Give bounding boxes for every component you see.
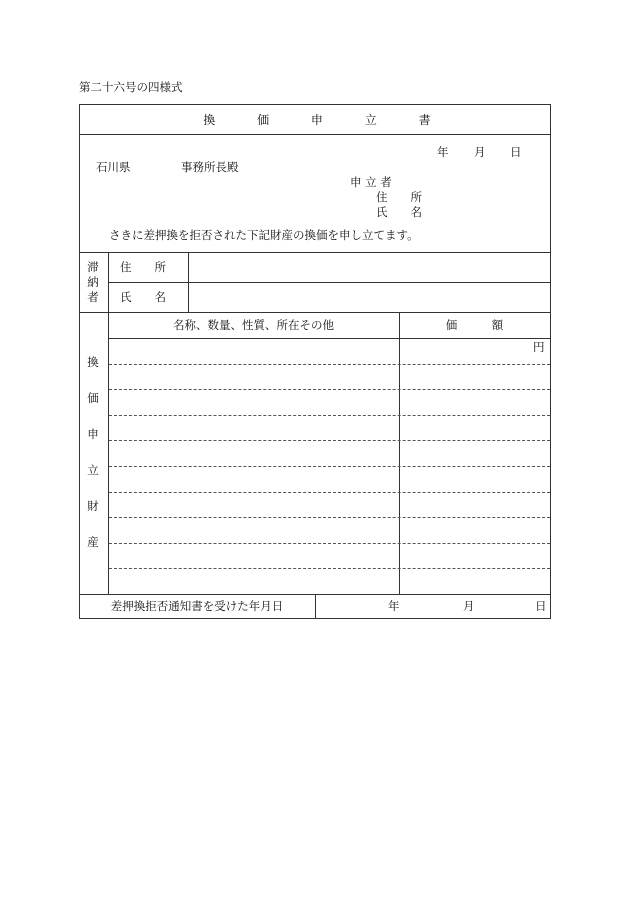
value-column-line: [399, 312, 400, 594]
delinquent-name-field[interactable]: [190, 284, 549, 311]
date-day-label: 日: [510, 145, 522, 159]
addressee-office: 事務所長殿: [181, 160, 239, 174]
property-value-cell[interactable]: [401, 339, 549, 363]
addressee-prefecture: 石川県: [96, 160, 131, 174]
form-title: [79, 114, 551, 126]
title-char: 価: [257, 113, 270, 127]
notice-month-label: 月: [463, 599, 475, 613]
notice-year-label: 年: [388, 599, 400, 613]
statement-text: さきに差押換を拒否された下記財産の換価を申し立てます。: [109, 228, 419, 242]
title-char: 立: [364, 113, 377, 127]
currency-unit: 円: [533, 340, 545, 354]
property-value-cell[interactable]: [401, 518, 549, 542]
property-group-label: [86, 357, 100, 573]
property-group-char: 価: [87, 391, 99, 405]
delinquent-group-char: 納: [87, 275, 99, 289]
notice-label: 差押換拒否通知書を受けた年月日: [110, 599, 284, 613]
property-description-cell[interactable]: [110, 569, 397, 593]
property-value-cell[interactable]: [401, 493, 549, 517]
property-value-cell[interactable]: [401, 416, 549, 440]
property-value-cell[interactable]: [401, 390, 549, 414]
property-value-cell[interactable]: [401, 441, 549, 465]
property-value-header: 価 額: [445, 318, 504, 332]
frame-top-line: [79, 104, 551, 105]
title-char: 換: [203, 113, 216, 127]
applicant-name-label: 氏 名: [376, 205, 422, 219]
property-group-char: 申: [87, 427, 99, 441]
applicant-address-label: 住 所: [376, 190, 422, 204]
title-char: 書: [418, 113, 431, 127]
delinquent-name-label: 氏 名: [120, 290, 166, 304]
delinquent-address-field[interactable]: [190, 254, 549, 281]
property-group-char: 産: [87, 535, 99, 549]
property-description-cell[interactable]: [110, 544, 397, 568]
property-description-cell[interactable]: [110, 441, 397, 465]
delinquent-group-char: 者: [87, 290, 99, 304]
property-description-cell[interactable]: [110, 390, 397, 414]
delinquent-divider: [108, 282, 551, 283]
title-char: 申: [310, 113, 323, 127]
delinquent-group-char: 滞: [87, 260, 99, 274]
notice-day-label: 日: [535, 599, 547, 613]
applicant-label: 申 立 者: [350, 175, 392, 189]
property-value-cell[interactable]: [401, 365, 549, 389]
delinquent-label-line: [188, 252, 189, 312]
delinquent-group-label: [86, 260, 100, 305]
property-group-char: 財: [87, 499, 99, 513]
property-top-line: [79, 312, 551, 313]
property-description-cell[interactable]: [110, 467, 397, 491]
delinquent-address-label: 住 所: [120, 260, 166, 274]
property-value-cell[interactable]: [401, 467, 549, 491]
notice-divider-line: [315, 594, 316, 618]
date-year-label: 年: [437, 145, 449, 159]
property-group-char: 換: [87, 355, 99, 369]
property-description-cell[interactable]: [110, 518, 397, 542]
property-description-cell[interactable]: [110, 416, 397, 440]
frame-right-line: [550, 104, 551, 619]
property-description-cell[interactable]: [110, 365, 397, 389]
frame-bottom-line: [79, 618, 551, 619]
header-divider: [79, 252, 551, 253]
property-description-header: 名称、数量、性質、所在その他: [173, 318, 334, 332]
frame-left-line: [79, 104, 80, 619]
title-divider: [79, 134, 551, 135]
property-description-cell[interactable]: [110, 493, 397, 517]
property-group-char: 立: [87, 463, 99, 477]
property-value-cell[interactable]: [401, 569, 549, 593]
property-value-cell[interactable]: [401, 544, 549, 568]
date-month-label: 月: [474, 145, 486, 159]
form-number: 第二十六号の四様式: [79, 80, 183, 94]
property-description-cell[interactable]: [110, 339, 397, 363]
